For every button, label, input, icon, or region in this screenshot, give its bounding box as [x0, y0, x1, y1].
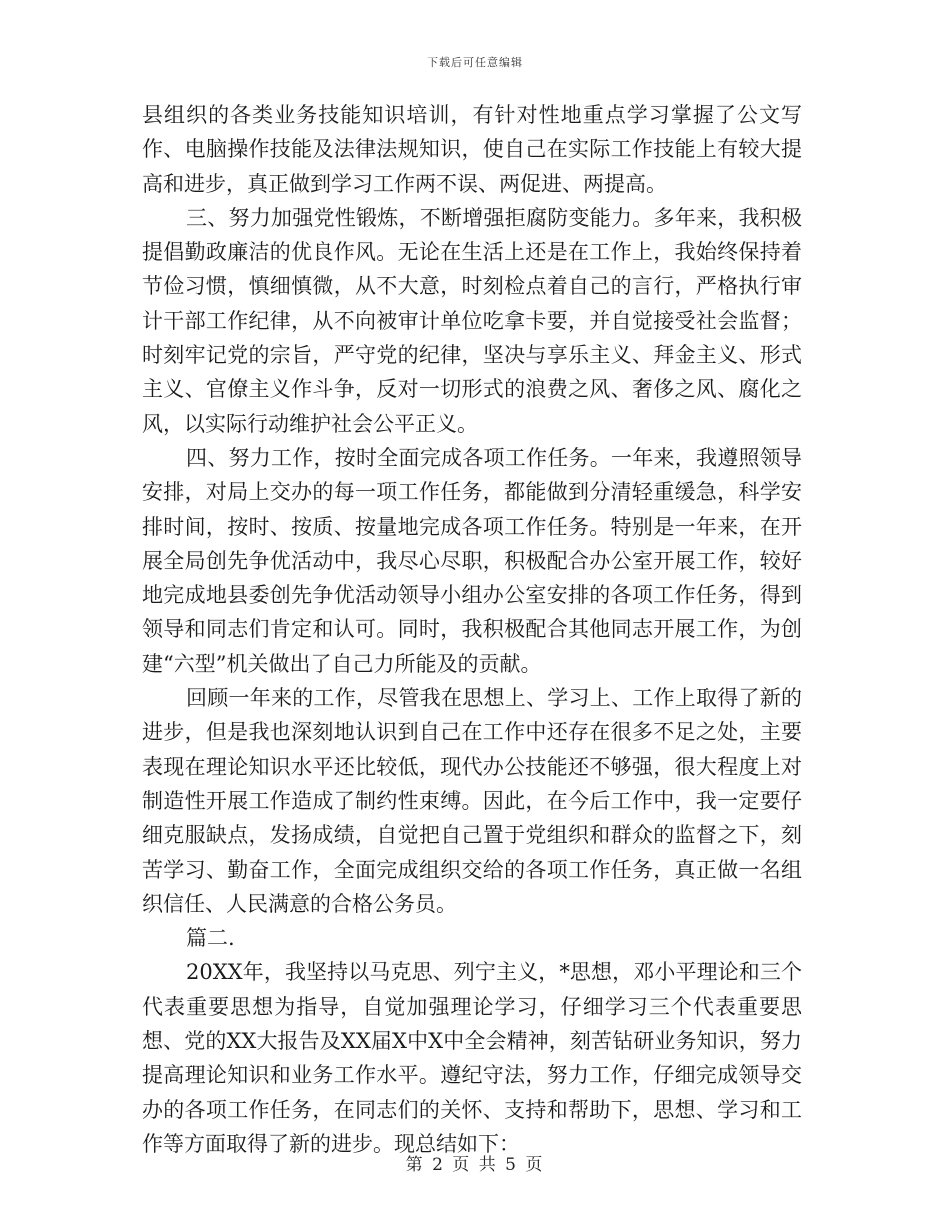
paragraph-2: 三、努力加强党性锻炼，不断增强拒腐防变能力。多年来，我积极提倡勤政廉洁的优良作风。无论在生活上还是在工作上，我始终保持着节俭习惯，慎细慎微，从不大意，时刻检点着自己的言行，严格执行审计干部工作纪律，从不向被审计单位吃拿卡要，并自觉接受社会监督；时刻牢记党的宗旨，严守党的纪律，坚决与享乐主义、拜金主义、形式主义、官僚主义作斗争，反对一切形式的浪费之风、奢侈之风、腐化之风，以实际行动维护社会公平正义。: [142, 205, 802, 436]
page-footer: 第 2 页 共 5 页: [405, 1155, 545, 1175]
paragraph-5: 20XX年，我坚持以马克思、列宁主义，*思想，邓小平理论和三个代表重要思想为指导，自觉加强理论学习，仔细学习三个代表重要思想、党的XX大报告及XX届X中X中全会精神，刻苦钻研业务知识，努力提高理论知识和业务工作水平。遵纪守法，努力工作，仔细完成领导交办的各项工作任务，在同志们的关怀、支持和帮助下，思想、学习和工作等方面取得了新的进步。现总结如下：: [142, 960, 802, 1156]
paragraph-3: 四、努力工作，按时全面完成各项工作任务。一年来，我遵照领导安排，对局上交办的每一项工作任务，都能做到分清轻重缓急，科学安排时间，按时、按质、按量地完成各项工作任务。特别是一年来，在开展全局创先争优活动中，我尽心尽职，积极配合办公室开展工作，较好地完成地县委创先争优活动领导小组办公室安排的各项工作任务，得到领导和同志们肯定和认可。同时，我积极配合其他同志开展工作，为创建“六型”机关做出了自己力所能及的贡献。: [142, 445, 802, 676]
section-heading: 篇二.: [186, 926, 235, 951]
document-body: [142, 98, 802, 1161]
paragraph-4: 回顾一年来的工作，尽管我在思想上、学习上、工作上取得了新的进步，但是我也深刻地认识到自己在工作中还存在很多不足之处，主要表现在理论知识水平还比较低，现代办公技能还不够强，很大程度上对制造性开展工作造成了制约性束缚。因此，在今后工作中，我一定要仔细克服缺点，发扬成绩，自觉把自己置于党组织和群众的监督之下，刻苦学习、勤奋工作，全面完成组织交给的各项工作任务，真正做一名组织信任、人民满意的合格公务员。: [142, 686, 802, 916]
page-header: 下载后可任意编辑: [427, 56, 523, 69]
paragraph-1: 县组织的各类业务技能知识培训，有针对性地重点学习掌握了公文写作、电脑操作技能及法律法规知识，使自己在实际工作技能上有较大提高和进步，真正做到学习工作两不误、两促进、两提高。: [142, 103, 802, 196]
